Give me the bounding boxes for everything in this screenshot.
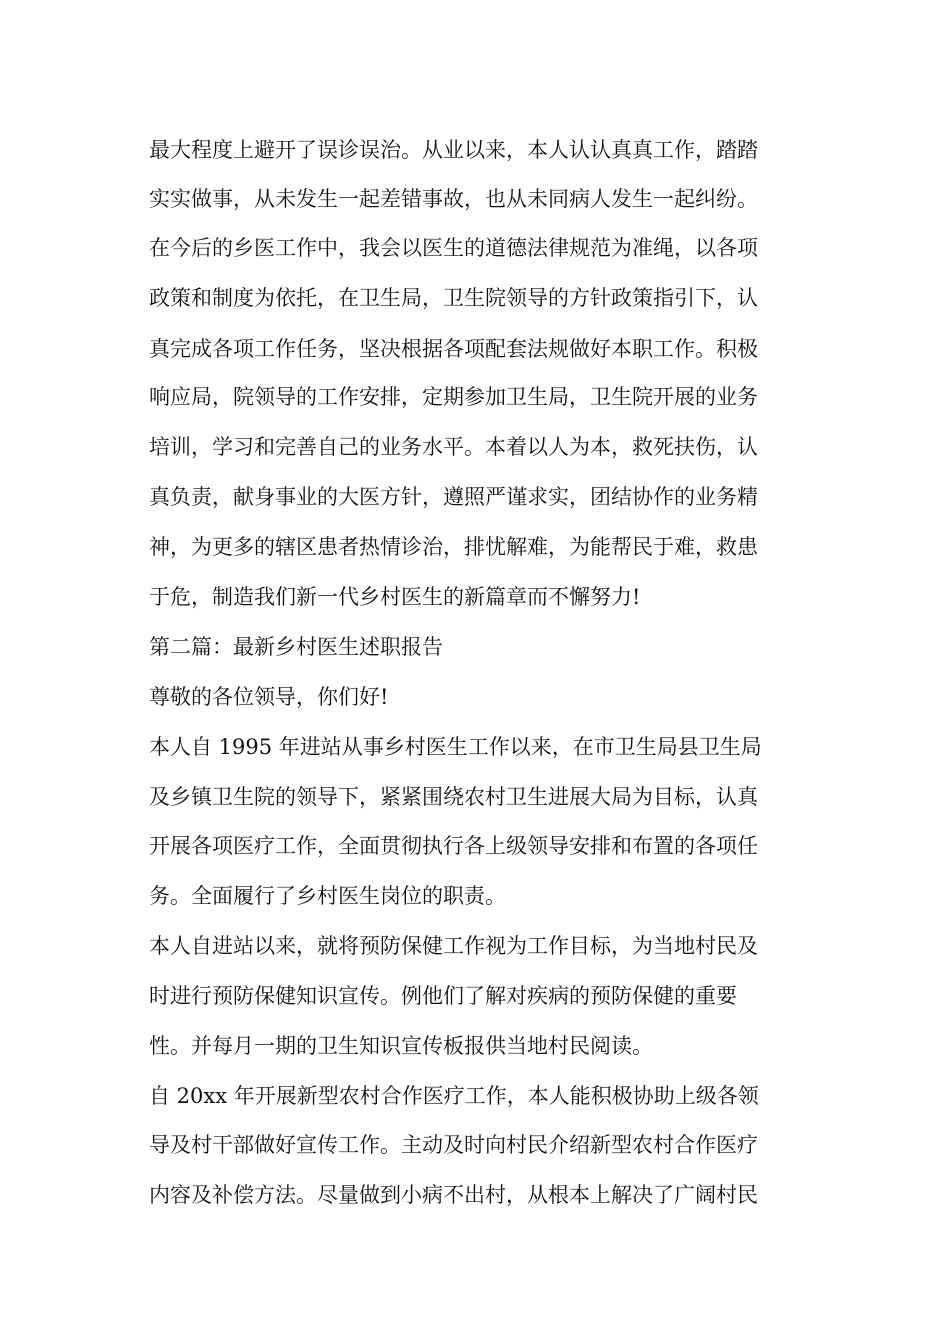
text-line: 开展各项医疗工作，全面贯彻执行各上级领导安排和布置的各项任 xyxy=(149,834,758,858)
text-line: 时进行预防保健知识宣传。例他们了解对疾病的预防保健的重要 xyxy=(149,984,737,1008)
text-line: 培训，学习和完善自己的业务水平。本着以人为本，救死扶伤，认 xyxy=(149,435,758,459)
text-line: 导及村干部做好宣传工作。主动及时向村民介绍新型农村合作医疗 xyxy=(149,1133,758,1157)
text-line: 自 20xx 年开展新型农村合作医疗工作，本人能积极协助上级各领 xyxy=(149,1084,759,1108)
text-line: 实实做事，从未发生一起差错事故，也从未同病人发生一起纠纷。 xyxy=(149,187,758,211)
text-line: 及乡镇卫生院的领导下，紧紧围绕农村卫生进展大局为目标，认真 xyxy=(149,785,758,809)
text-line: 在今后的乡医工作中，我会以医生的道德法律规范为准绳，以各项 xyxy=(149,236,758,260)
text-line: 性。并每月一期的卫生知识宣传板报供当地村民阅读。 xyxy=(149,1034,653,1058)
text-line: 于危，制造我们新一代乡村医生的新篇章而不懈努力! xyxy=(149,585,641,609)
text-line: 本人自 1995 年进站从事乡村医生工作以来，在市卫生局县卫生局 xyxy=(149,735,762,759)
text-line: 本人自进站以来，就将预防保健工作视为工作目标，为当地村民及 xyxy=(149,934,758,958)
text-line: 务。全面履行了乡村医生岗位的职责。 xyxy=(149,884,506,908)
text-line: 真负责，献身事业的大医方针，遵照严谨求实，团结协作的业务精 xyxy=(149,485,758,509)
text-line: 响应局，院领导的工作安排，定期参加卫生局，卫生院开展的业务 xyxy=(149,385,758,409)
text-line: 政策和制度为依托，在卫生局，卫生院领导的方针政策指引下，认 xyxy=(149,286,758,310)
section-heading: 第二篇：最新乡村医生述职报告 xyxy=(149,635,443,659)
text-line: 最大程度上避开了误诊误治。从业以来，本人认认真真工作，踏踏 xyxy=(149,138,758,162)
text-line: 内容及补偿方法。尽量做到小病不出村，从根本上解决了广阔村民 xyxy=(149,1183,758,1207)
salutation: 尊敬的各位领导，你们好! xyxy=(149,685,389,709)
text-line: 真完成各项工作任务，坚决根据各项配套法规做好本职工作。积极 xyxy=(149,337,758,361)
text-line: 神，为更多的辖区患者热情诊治，排忧解难，为能帮民于难，救患 xyxy=(149,535,758,559)
